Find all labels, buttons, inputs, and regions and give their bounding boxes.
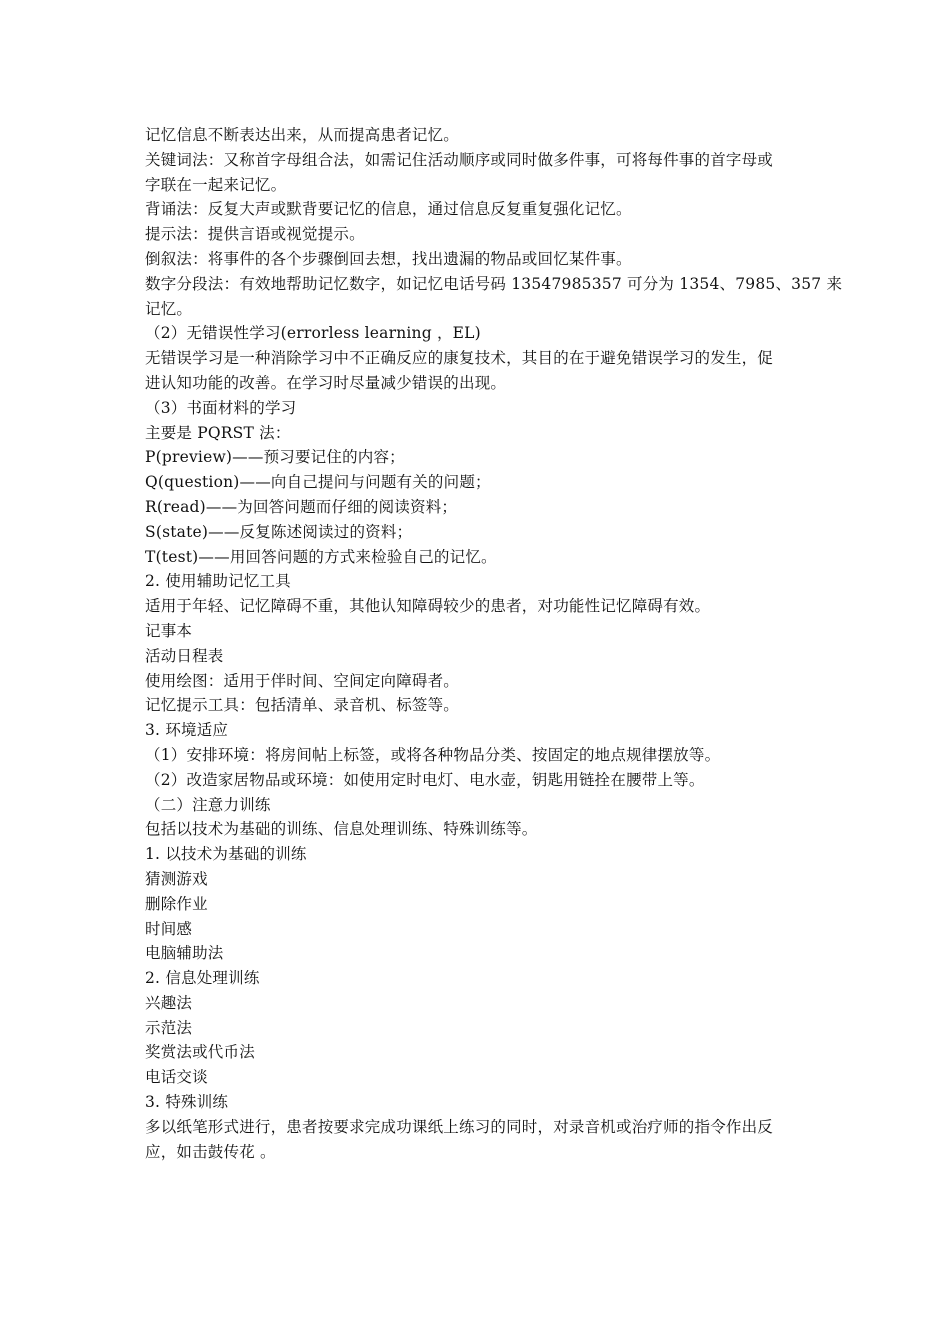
text-line: 多以纸笔形式进行，患者按要求完成功课纸上练习的同时，对录音机或治疗师的指令作出反 [145, 1117, 774, 1136]
text-line: 进认知功能的改善。在学习时尽量减少错误的出现。 [145, 373, 507, 392]
text-line: 适用于年轻、记忆障碍不重，其他认知障碍较少的患者，对功能性记忆障碍有效。 [145, 597, 711, 616]
list-item: R(read)——为回答问题而仔细的阅读资料； [145, 497, 458, 516]
list-item: 记事本 [145, 621, 193, 640]
list-item: 使用绘图：适用于伴时间、空间定向障碍者。 [145, 671, 460, 690]
text-line: 应，如击鼓传花 。 [145, 1142, 276, 1161]
text-line: 提示法：提供言语或视觉提示。 [145, 225, 365, 244]
text-line: 倒叙法：将事件的各个步骤倒回去想，找出遗漏的物品或回忆某件事。 [145, 249, 632, 268]
section-heading: （3）书面材料的学习 [145, 398, 297, 417]
section-heading: 2. 信息处理训练 [145, 969, 260, 988]
list-item: Q(question)——向自己提问与问题有关的问题； [145, 473, 491, 492]
list-item: 奖赏法或代币法 [145, 1043, 255, 1062]
list-item: （1）安排环境：将房间帖上标签，或将各种物品分类、按固定的地点规律摆放等。 [145, 745, 721, 764]
section-heading: 1. 以技术为基础的训练 [145, 845, 307, 864]
section-heading: （二）注意力训练 [145, 795, 271, 814]
list-item: 猜测游戏 [145, 869, 208, 888]
text-line: 包括以技术为基础的训练、信息处理训练、特殊训练等。 [145, 820, 538, 839]
list-item: 示范法 [145, 1018, 193, 1037]
text-line: 记忆信息不断表达出来，从而提高患者记忆。 [145, 126, 460, 144]
text-line: 主要是 PQRST 法： [145, 423, 291, 442]
list-item: 电话交谈 [145, 1068, 208, 1087]
list-item: 记忆提示工具：包括清单、录音机、标签等。 [145, 696, 460, 715]
list-item: （2）改造家居物品或环境：如使用定时电灯、电水壶，钥匙用链拴在腰带上等。 [145, 770, 705, 789]
list-item: 删除作业 [145, 894, 208, 913]
list-item: T(test)——用回答问题的方式来检验自己的记忆。 [145, 547, 497, 566]
list-item: 电脑辅助法 [145, 944, 224, 963]
list-item: 时间感 [145, 919, 193, 938]
list-item: 兴趣法 [145, 993, 193, 1012]
document-page [145, 123, 843, 1164]
text-line: 记忆。 [145, 299, 193, 318]
text-line: 背诵法：反复大声或默背要记忆的信息，通过信息反复重复强化记忆。 [145, 200, 632, 219]
text-line: 关键词法：又称首字母组合法，如需记住活动顺序或同时做多件事，可将每件事的首字母或 [145, 150, 774, 169]
section-heading: 3. 特殊训练 [145, 1093, 229, 1112]
list-item: P(preview)——预习要记住的内容； [145, 448, 405, 467]
section-heading: （2）无错误性学习(errorless learning ，EL) [145, 324, 481, 343]
section-heading: 3. 环境适应 [145, 721, 229, 740]
list-item: 活动日程表 [145, 646, 224, 665]
text-line: 数字分段法：有效地帮助记忆数字，如记忆电话号码 13547985357 可分为 1354、7985、357 来 [145, 274, 843, 293]
text-line: 无错误学习是一种消除学习中不正确反应的康复技术，其目的在于避免错误学习的发生，促 [145, 349, 774, 368]
section-heading: 2. 使用辅助记忆工具 [145, 572, 291, 591]
list-item: S(state)——反复陈述阅读过的资料； [145, 522, 413, 541]
text-line: 字联在一起来记忆。 [145, 175, 287, 194]
